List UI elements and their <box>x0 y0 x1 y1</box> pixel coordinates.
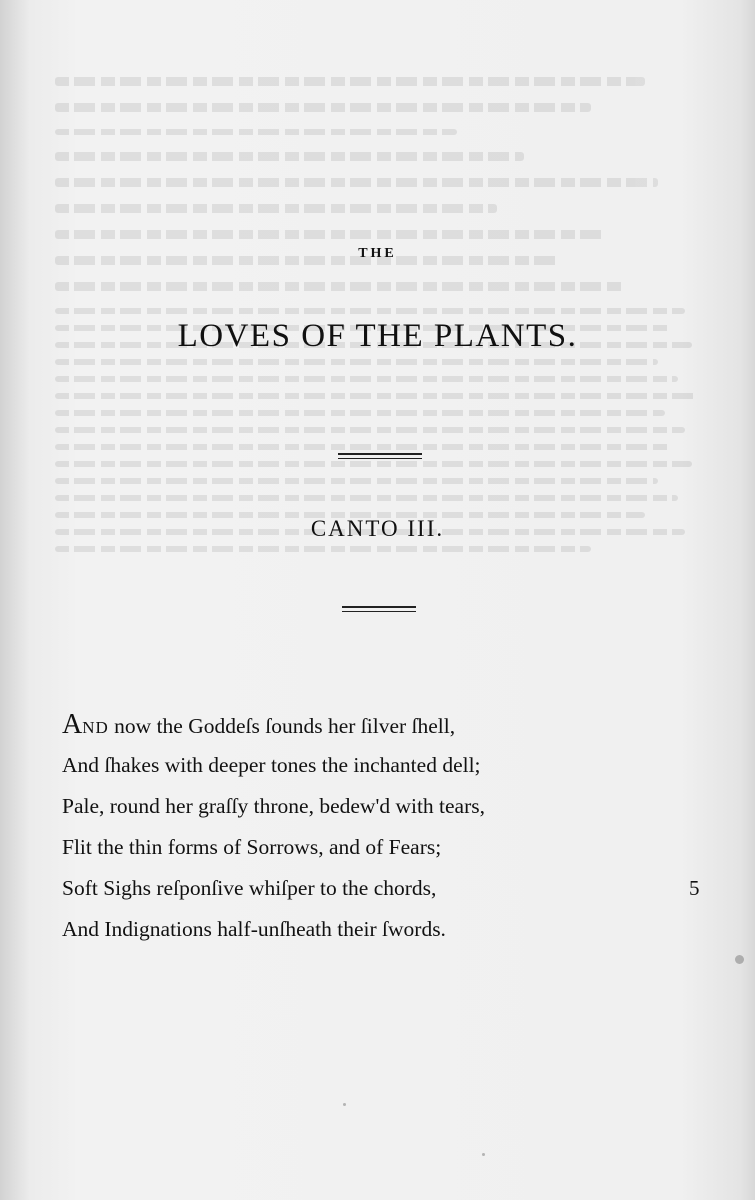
ornamental-rule <box>342 606 416 612</box>
paper-speck <box>482 1153 485 1156</box>
verse-line <box>62 704 722 745</box>
line-number: 5 <box>689 876 700 900</box>
verse-text: And ſhakes with deeper tones the inchanted dell; <box>62 753 481 777</box>
poem-body <box>62 704 722 950</box>
verse-line <box>62 827 722 868</box>
small-caps-text: ND <box>82 718 109 737</box>
verse-text: now the Goddeſs ſounds her ſilver ſhell, <box>108 714 456 738</box>
verse-line <box>62 868 722 909</box>
page-title: LOVES OF THE PLANTS. <box>177 318 578 354</box>
verse-text: Soft Sighs reſponſive whiſper to the chords, <box>62 876 437 900</box>
verse-text: Flit the thin forms of Sorrows, and of Fears; <box>62 835 442 859</box>
paper-speck <box>735 955 744 964</box>
verse-text: And Indignations half-unſheath their ſwords. <box>62 917 446 941</box>
verse-line <box>62 786 722 827</box>
canto-heading: CANTO III. <box>310 516 445 541</box>
drop-cap: A <box>62 709 83 740</box>
verse-text: Pale, round her graſſy throne, bedew'd with tears, <box>62 794 485 818</box>
ornamental-rule <box>338 453 422 459</box>
verse-line <box>62 745 722 786</box>
heading-the: THE <box>358 246 397 261</box>
verse-line <box>62 909 722 950</box>
paper-speck <box>343 1103 346 1106</box>
